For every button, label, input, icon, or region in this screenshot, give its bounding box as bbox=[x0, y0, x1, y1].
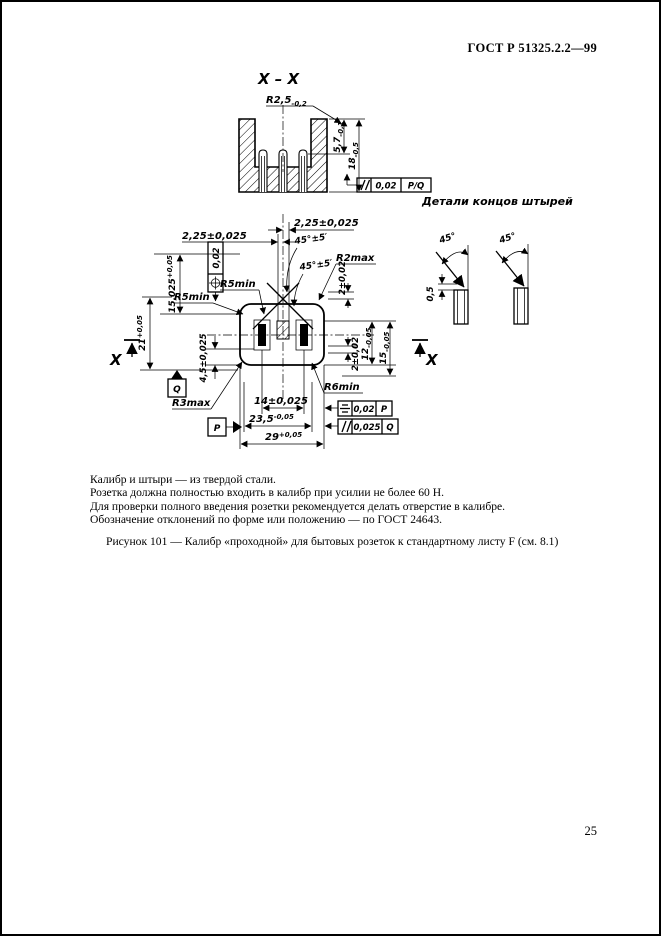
dim-2-lower bbox=[328, 337, 361, 371]
dim-225-left bbox=[182, 231, 299, 242]
dim-tolerance: -0,1 bbox=[337, 121, 345, 137]
fcf-parallelism-section bbox=[347, 174, 431, 192]
fcf-value: 0,02 bbox=[353, 405, 375, 415]
section-marker-left bbox=[109, 340, 140, 369]
svg-text:R3max: R3max bbox=[172, 398, 211, 409]
figure-caption: Рисунок 101 — Калибр «проходной» для бытовых розеток к стандартному листу F (см. 8.1) bbox=[106, 535, 559, 548]
section-title: X – X bbox=[258, 70, 300, 88]
note-line: Калибр и штыри — из твердой стали. bbox=[90, 473, 276, 486]
svg-text:0,5: 0,5 bbox=[426, 286, 436, 302]
dim-r5min-lower bbox=[174, 292, 243, 314]
dim-14 bbox=[254, 396, 308, 408]
dim-tip-flat bbox=[426, 286, 436, 301]
svg-text:12-0,05 bbox=[361, 328, 373, 361]
pin-detail-right bbox=[496, 231, 528, 324]
fcf-datum: P/Q bbox=[407, 181, 425, 192]
fcf-parallelism-main bbox=[325, 419, 398, 434]
svg-text:21+0,05 bbox=[136, 315, 148, 351]
dim-value: 18 bbox=[348, 157, 358, 170]
dim-tolerance: -0,5 bbox=[352, 142, 360, 158]
dim-value: 21 bbox=[138, 338, 148, 351]
dim-57 bbox=[333, 121, 345, 152]
dim-tolerance: +0,05 bbox=[136, 315, 144, 339]
svg-text:R6min: R6min bbox=[324, 382, 360, 393]
dim-21 bbox=[136, 297, 238, 370]
svg-text:X: X bbox=[426, 351, 438, 369]
dim-tolerance: +0,05 bbox=[278, 431, 303, 439]
pin-left bbox=[259, 150, 267, 192]
svg-text:15-0,05 bbox=[379, 332, 391, 365]
pin-end-details bbox=[421, 195, 573, 324]
svg-text:29+0,05 bbox=[265, 431, 302, 443]
page-number: 25 bbox=[584, 824, 597, 838]
svg-text:45°±5′: 45°±5′ bbox=[294, 232, 329, 247]
svg-text:15,025+0,05 bbox=[166, 255, 178, 313]
pin-detail-left bbox=[426, 231, 468, 324]
dim-235 bbox=[245, 413, 311, 426]
svg-text:5,7-0,1 bbox=[333, 121, 345, 152]
datum-q bbox=[168, 370, 186, 397]
dim-tolerance: -0,05 bbox=[383, 331, 391, 352]
dim-value: 15,025 bbox=[168, 278, 178, 313]
note-line: Для проверки полного введения розетки рекомендуется делать отверстие в калибре. bbox=[90, 499, 506, 513]
parallelism-icon bbox=[361, 180, 370, 190]
dim-value: 5,7 bbox=[333, 136, 343, 153]
dim-value: 23,5 bbox=[249, 414, 274, 425]
svg-text:2±0,02: 2±0,02 bbox=[351, 336, 361, 372]
pin-right bbox=[299, 150, 307, 192]
dim-value: R2,5 bbox=[266, 95, 292, 106]
fcf-datum: Q bbox=[386, 423, 394, 433]
dim-value: 12 bbox=[361, 347, 371, 361]
fcf-position bbox=[208, 242, 223, 301]
details-title: Детали концов штырей bbox=[422, 195, 573, 208]
datum-label: Q bbox=[173, 385, 181, 395]
svg-text:4,5±0,025: 4,5±0,025 bbox=[199, 333, 209, 383]
page-header: ГОСТ Р 51325.2.2—99 bbox=[467, 41, 597, 55]
dim-angle-lower bbox=[294, 258, 334, 306]
svg-text:R5min: R5min bbox=[174, 292, 210, 303]
svg-text:X: X bbox=[110, 351, 122, 369]
dim-value: 29 bbox=[265, 432, 279, 443]
svg-text:23,5-0,05 bbox=[249, 413, 294, 425]
datum-label: P bbox=[213, 424, 221, 434]
svg-text:14±0,025: 14±0,025 bbox=[254, 396, 308, 407]
svg-text:R5min: R5min bbox=[220, 279, 256, 290]
symmetry-icon bbox=[340, 405, 350, 412]
dim-tolerance: -0,05 bbox=[365, 327, 373, 348]
dim-45 bbox=[199, 333, 254, 383]
section-view bbox=[239, 70, 431, 192]
parallelism-icon bbox=[342, 421, 351, 432]
dim-225-right bbox=[268, 218, 359, 230]
dim-tolerance: -0,2 bbox=[291, 100, 307, 108]
section-body bbox=[239, 105, 327, 192]
svg-text:2,25±0,025: 2,25±0,025 bbox=[182, 231, 247, 242]
technical-drawing bbox=[2, 2, 661, 472]
section-marker-right bbox=[412, 340, 439, 369]
fcf-value: 0,02 bbox=[212, 247, 222, 269]
svg-text:2±0,02: 2±0,02 bbox=[338, 260, 348, 296]
datum-p bbox=[208, 418, 242, 436]
dim-angle-left: 45° bbox=[438, 231, 458, 247]
note-line: Розетка должна полностью входить в калибр при усилии не более 60 Н. bbox=[90, 486, 445, 500]
dim-29 bbox=[241, 431, 323, 444]
main-view bbox=[109, 214, 439, 449]
fcf-value: 0,025 bbox=[353, 423, 381, 433]
svg-text:45°±5′: 45°±5′ bbox=[299, 258, 334, 273]
note-line: Обозначение отклонений по форме или положению — по ГОСТ 24643. bbox=[90, 513, 443, 527]
fcf-datum: P bbox=[380, 405, 388, 415]
svg-text:R2max: R2max bbox=[336, 253, 375, 264]
fcf-symmetry bbox=[325, 401, 392, 416]
dim-value: 15 bbox=[379, 351, 389, 365]
dim-tolerance: +0,05 bbox=[166, 255, 174, 279]
svg-text:18-0,5 bbox=[348, 142, 360, 170]
fcf-value: 0,02 bbox=[375, 181, 397, 192]
notes-block bbox=[90, 473, 505, 527]
dim-angle-right: 45° bbox=[498, 231, 518, 247]
dim-18 bbox=[348, 142, 360, 170]
dim-tolerance: -0,05 bbox=[273, 413, 294, 421]
svg-text:2,25±0,025: 2,25±0,025 bbox=[294, 218, 359, 229]
